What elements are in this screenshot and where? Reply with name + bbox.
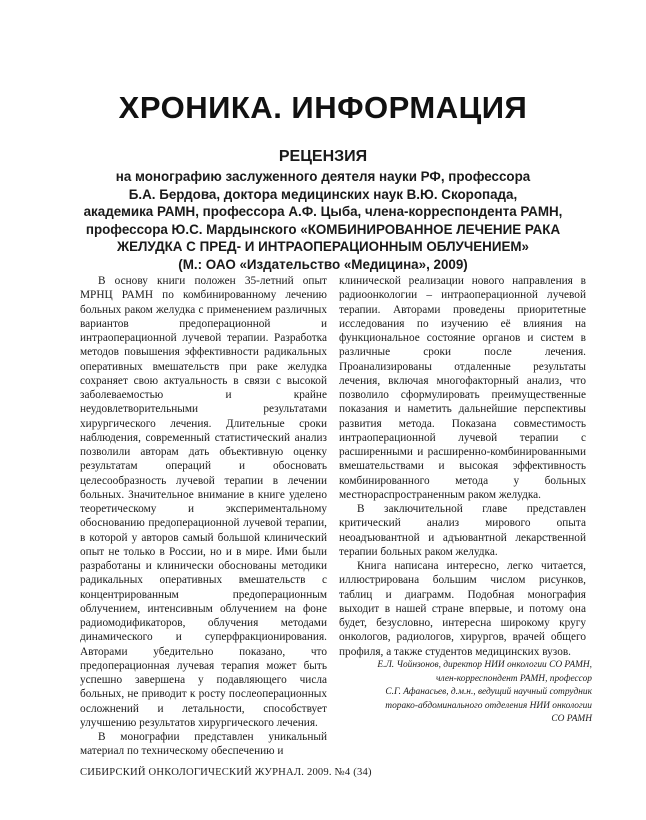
paragraph: В монографии представлен уникальный материал по техническому обеспечению и — [80, 731, 327, 758]
signature-line: член-корреспондент РАМН, профессор — [436, 673, 592, 684]
section-title: ХРОНИКА. ИНФОРМАЦИЯ — [118, 90, 528, 125]
right-column — [339, 274, 586, 659]
paragraph: В заключительной главе представлен критический анализ мирового опыта неоадъювантной и адъювантной лекарственной терапии больных раком желудка. — [339, 503, 586, 558]
subtitle-line: академика РАМН, профессора А.Ф. Цыба, члена-корреспондента РАМН, — [83, 204, 563, 220]
paragraph: В основу книги положен 35-летний опыт МРНЦ РАМН по комбинированному лечению больных раком желудка с применением различных вариантов предоперационной и интраоперационной лучевой терапии. Разработка методов повышения эффективности радикальных оперативных вмешательств при раке желудка сохраняет свою актуальность в связи с высокой заболеваемостью и крайне неудовлетворительными результатами хирургического лечения. Длительные сроки наблюдения, современный статистический анализ позволили авторам дать объективную оценку результатам операций и обосновать целесообразность лучевой терапии в лечении больных. Значительное внимание в книге уделено теоретическому и экспериментальному обоснованию предоперационной лучевой терапии, в которой у авторов самый большой клинический опыт не только в России, но и в мире. Ими были разработаны и клинически обоснованы методики радикальных оперативных вмешательств с концентрированным предоперационным облучением, интенсивным облучением на фоне радиомодификаторов, облучения методами динамического и суперфракционирования. Авторами убедительно показано, что предоперационная лучевая терапия может быть успешно завершена у подавляющего числа больных, не приводит к росту послеоперационных осложнений и летальности, способствует улучшению результатов хирургического лечения. — [80, 275, 327, 729]
subtitle-line: ЖЕЛУДКА С ПРЕД- И ИНТРАОПЕРАЦИОННЫМ ОБЛУЧЕНИЕМ» — [117, 239, 529, 255]
subtitle-line: (М.: ОАО «Издательство «Медицина», 2009) — [178, 256, 468, 272]
signature-line: торако-абдоминального отделения НИИ онкологии — [385, 700, 592, 711]
review-heading: РЕЦЕНЗИЯ — [278, 148, 368, 165]
signature-line: С.Г. Афанасьев, д.м.н., ведущий научный сотрудник — [385, 687, 592, 698]
review-subtitle — [78, 168, 568, 274]
paragraph: Книга написана интересно, легко читается, иллюстрирована большим числом рисунков, таблиц и диаграмм. Подобная монография выходит в нашей стране впервые, и потому она будет, безусловно, интересна широкому кругу онкологов, радиологов, хирургов, врачей общего профиля, а также студентов медицинских вузов. — [339, 560, 586, 658]
journal-footer: СИБИРСКИЙ ОНКОЛОГИЧЕСКИЙ ЖУРНАЛ. 2009. №4 (34) — [80, 767, 372, 778]
signature-line: СО РАМН — [551, 714, 592, 725]
subtitle-line: на монографию заслуженного деятеля науки РФ, профессора — [115, 169, 531, 184]
signature-line: Е.Л. Чойнзонов, директор НИИ онкологии СО РАМН, — [377, 660, 592, 670]
subtitle-line: Б.А. Бердова, доктора медицинских наук В.Ю. Скоропада, — [128, 186, 518, 202]
paragraph: клинической реализации нового направления в радиоонкологии – интраоперационной лучевой терапии. Авторами проведены приоритетные исследования по изучению её влияния на функциональное состояние органов и систем в различные сроки после лечения. Проанализированы отдаленные результаты лечения, включая многофакторный анализ, что позволило сформулировать преимущественные показания и наметить дальнейшие перспективы развития метода. Показана совместимость интраоперационной лучевой терапии с расширенными и расширенно-комбинированными вмешательствами и высокая эффективность комбинированного метода у больных местнораспространенным раком желудка. — [339, 275, 586, 501]
signature-block — [272, 659, 592, 727]
subtitle-line: профессора Ю.С. Мардынского «КОМБИНИРОВАННОЕ ЛЕЧЕНИЕ РАКА — [85, 221, 561, 237]
